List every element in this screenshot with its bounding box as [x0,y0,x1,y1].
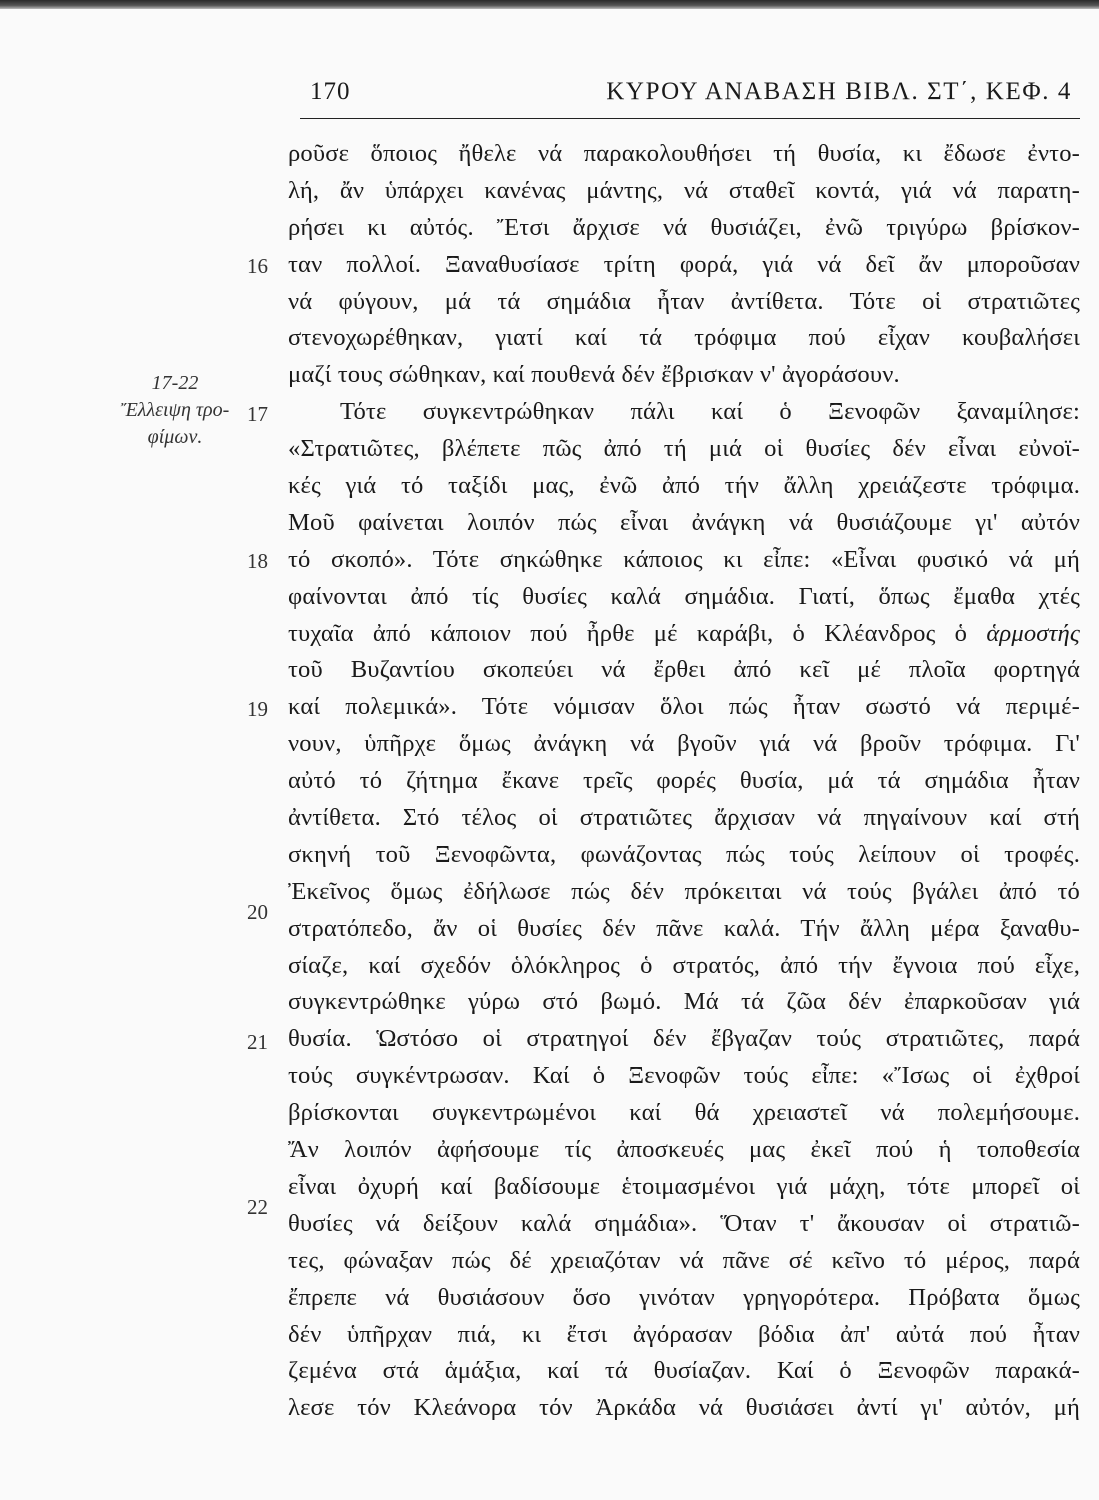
text-line: Ἐκεῖνος ὅμως ἐδήλωσε πώς δέν πρόκειται νά τούς βγάλει ἀπό τό [288,877,1080,905]
text-line: αὐτό τό ζήτημα ἔκανε τρεῖς φορές θυσία, μά τά σημάδια ἦταν [288,767,1080,795]
margin-number-17: 17 [247,402,268,426]
text-line: τες, φώναξαν πώς δέ χρειαζόταν νά πᾶνε σέ κεῖνο τό μέρος, παρά [288,1246,1080,1274]
text-line: εἶναι ὀχυρή καί βαδίσουμε ἑτοιμασμένοι γιά μάχη, τότε μπορεῖ οἱ [288,1172,1080,1200]
text-line: σκηνή τοῦ Ξενοφῶντα, φωνάζοντας πώς τούς λείπουν οἱ τροφές. [288,840,1080,868]
margin-number-16: 16 [247,254,268,278]
margin-number-20: 20 [247,900,268,924]
text-line: κές γιά τό ταξίδι μας, ἐνῶ ἀπό τήν ἄλλη χρειάζεστε τρόφιμα. [288,472,1080,500]
text-line: φαίνονται ἀπό τίς θυσίες καλά σημάδια. Γιατί, ὅπως ἔμαθα χτές [288,582,1080,610]
top-edge-rule [0,0,1099,9]
text-line: ταν πολλοί. Ξαναθυσίασε τρίτη φορά, γιά νά δεῖ ἄν μποροῦσαν [288,250,1080,278]
text-line: Τότε συγκεντρώθηκαν πάλι καί ὁ Ξενοφῶν ξαναμίλησε: [340,398,1080,426]
sidenote-ref: 17-22 [151,372,199,394]
text-line: λεσε τόν Κλεάνορα τόν Ἀρκάδα νά θυσιάσει ἀντί γι' αὐτόν, μή [288,1394,1080,1422]
margin-number-18: 18 [247,549,268,573]
margin-number-19: 19 [247,697,268,721]
page-number: 170 [310,78,351,105]
page-header [310,78,1072,114]
text-line: τοῦ Βυζαντίου σκοπεύει νά ἔρθει ἀπό κεῖ μέ πλοῖα φορτηγά [288,656,1080,684]
running-title: ΚΥΡΟΥ ΑΝΑΒΑΣΗ ΒΙΒΛ. ΣΤ΄, ΚΕΦ. 4 [606,78,1072,105]
text-line: νουν, ὑπῆρχε ὅμως ἀνάγκη νά βγοῦν γιά νά βροῦν τρόφιμα. Γι' [288,730,1080,758]
text-line: νά φύγουν, μά τά σημάδια ἦταν ἀντίθετα. Τότε οἱ στρατιῶτες [288,287,1080,315]
text-line: δέν ὑπῆρχαν πιά, κι ἔτσι ἀγόρασαν βόδια ἀπ' αὐτά πού ἦταν [288,1320,1080,1348]
body-text [288,136,1080,1427]
text-line: βρίσκονται συγκεντρωμένοι καί θά χρειαστεῖ νά πολεμήσουμε. [288,1099,1080,1127]
text-line: ἀντίθετα. Στό τέλος οἱ στρατιῶτες ἄρχισαν νά πηγαίνουν καί στή [288,804,1080,832]
text-line: στρατόπεδο, ἄν οἱ θυσίες δέν πᾶνε καλά. Τήν ἄλλη μέρα ξαναθυ- [288,914,1080,942]
margin-sidenote [110,370,240,451]
text-line: ρήσει κι αὐτός. Ἔτσι ἄρχισε νά θυσιάζει, ἐνῶ τριγύρω βρίσκον- [288,213,1080,241]
text-line: μαζί τους σώθηκαν, καί πουθενά δέν ἔβρισκαν ν' ἀγοράσουν. [288,361,900,389]
text-line [288,616,1080,653]
text-line: «Στρατιῶτες, βλέπετε πῶς ἀπό τή μιά οἱ θυσίες δέν εἶναι εὐνοϊ- [288,435,1080,463]
text-line: ἔπρεπε νά θυσιάσουν ὅσο γινόταν γρηγορότερα. Πρόβατα ὅμως [288,1283,1080,1311]
text-line: σίαζε, καί σχεδόν ὁλόκληρος ὁ στρατός, ἀπό τήν ἔγνοια πού εἶχε, [288,951,1080,979]
text-line: ροῦσε ὅποιος ἤθελε νά παρακολουθήσει τή θυσία, κι ἔδωσε ἐντο- [288,140,1080,167]
text-line: καί πολεμικά». Τότε νόμισαν ὅλοι πώς ἦταν σωστό νά περιμέ- [288,693,1080,721]
margin-number-21: 21 [247,1030,268,1054]
text-line: λή, ἄν ὑπάρχει κανένας μάντης, νά σταθεῖ κοντά, γιά νά παρατη- [288,176,1080,204]
text-line: θυσίες νά δείξουν καλά σημάδια». Ὅταν τ' ἄκουσαν οἱ στρατιῶ- [288,1209,1080,1237]
text-line: τούς συγκέντρωσαν. Καί ὁ Ξενοφῶν τούς εἶπε: «Ἴσως οἱ ἐχθροί [288,1062,1080,1090]
text-line: Μοῦ φαίνεται λοιπόν πώς εἶναι ἀνάγκη νά θυσιάζουμε γι' αὐτόν [288,508,1080,536]
header-rule [300,118,1080,119]
text-line: Ἄν λοιπόν ἀφήσουμε τίς ἀποσκευές μας ἐκεῖ πού ἡ τοποθεσία [288,1136,1080,1164]
text-run: τυχαῖα ἀπό κάποιον πού ἦρθε μέ καράβι, ὁ Κλέανδρος ὁ [288,619,968,647]
text-line: τό σκοπό». Τότε σηκώθηκε κάποιος κι εἶπε: «Εἶναι φυσικό νά μή [288,545,1080,573]
sidenote-title-line1: Ἔλλειψη τρο- [120,399,230,421]
text-line: στενοχωρέθηκαν, γιατί καί τά τρόφιμα πού εἶχαν κουβαλήσει [288,324,1080,352]
sidenote-title-line2: φίμων. [147,426,203,448]
margin-number-22: 22 [247,1195,268,1219]
text-line: συγκεντρώθηκε γύρω στό βωμό. Μά τά ζῶα δέν ἐπαρκοῦσαν γιά [288,988,1080,1016]
text-line: ζεμένα στά ἁμάξια, καί τά θυσίαζαν. Καί ὁ Ξενοφῶν παρακά- [288,1357,1080,1385]
text-line: θυσία. Ὡστόσο οἱ στρατηγοί δέν ἔβγαζαν τούς στρατιῶτες, παρά [288,1025,1080,1053]
italic-term: ἁρμοστής [986,619,1080,647]
